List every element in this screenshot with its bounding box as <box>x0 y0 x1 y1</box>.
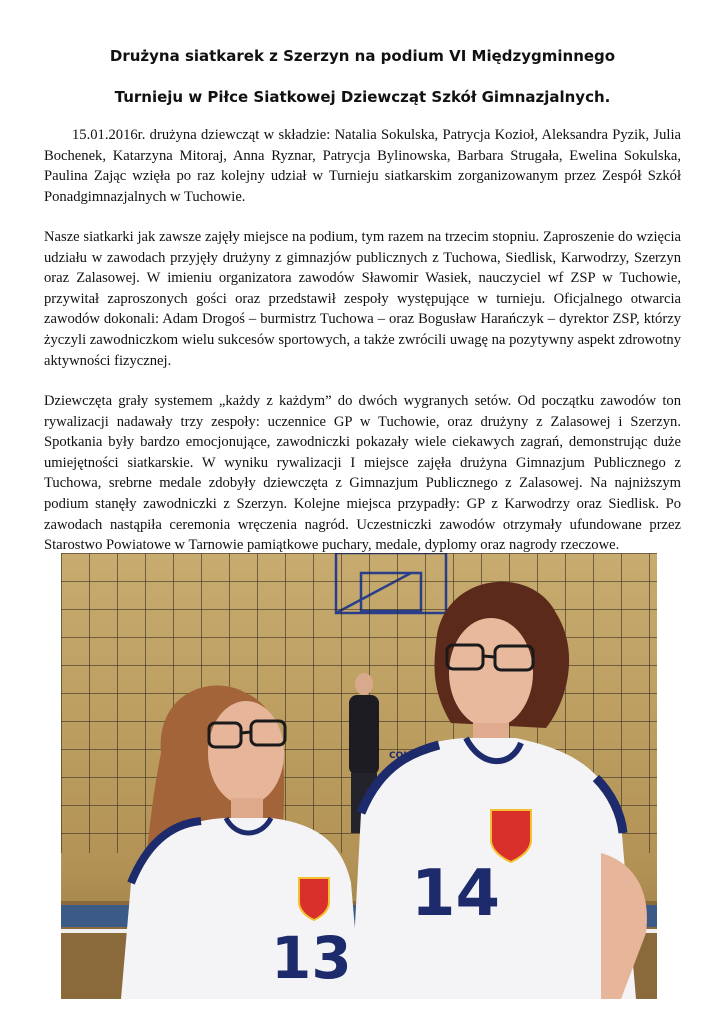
team-photo <box>61 553 657 999</box>
paragraph-2: Nasze siatkarki jak zawsze zajęły miejsce na podium, tym razem na trzecim stopniu. Zaproszenie do wzięcia udziału w zawodach przyjęły drużyny z gimnazjów publicznych z Tuchowa, Siedlisk, Karwodrzy, Szerzyn oraz Zalasowej. W imieniu organizatora zawodów Sławomir Wasiek, nauczyciel wf ZSP w Tuchowie, przywitał zaproszonych gości oraz przedstawił zespoły występujące w turnieju. Oficjalnego otwarcia zawodów dokonali: Adam Drogoś – burmistrz Tuchowa – oraz Bogusław Harańczyk – dyrektor ZSP, którzy życzyli zawodniczkom wielu sukcesów sportowych, a także zwrócili uwagę na pozytywny aspekt zdrowotny aktywności fizycznej. <box>44 229 681 369</box>
jersey-brand: COLO <box>389 751 417 761</box>
title-line-1: Drużyna siatkarek z Szerzyn na podium VI Międzygminnego <box>109 47 616 65</box>
title-line-2: Turnieju w Piłce Siatkowej Dziewcząt Szkół Gimnazjalnych. <box>114 88 611 106</box>
jersey-number-left: 13 <box>271 924 352 992</box>
paragraph-3: Dziewczęta grały systemem „każdy z każdym” do dwóch wygranych setów. Od początku zawodów ton rywalizacji nadawały trzy zespoły: uczennice GP w Tuchowie, oraz drużyny z Zalasowej i Szerzyn. Spotkania były bardzo emocjonujące, zawodniczki pokazały wiele ciekawych zagrań, demonstrując duże umiejętności siatkarskie. W wyniku rywalizacji I miejsce zajęła drużyna Gimnazjum Publicznego z Tuchowa, srebrne medale zdobyły dziewczęta z Gimnazjum Publicznego z Zalasowej. Na najniższym podium stanęły zawodniczki z Szerzyn. Kolejne miejsca przypadły: GP z Karwodrzy oraz Siedlisk. Po zawodach nastąpiła ceremonia wręczenia nagród. Uczestniczki zawodów otrzymały ufundowane przez Starostwo Powiatowe w Tarnowie pamiątkowe puchary, medale, dyplomy oraz nagrody rzeczowe. <box>44 393 681 554</box>
paragraph-1: 15.01.2016r. drużyna dziewcząt w składzie: Natalia Sokulska, Patrycja Kozioł, Aleksandra Pyzik, Julia Bochenek, Katarzyna Mitoraj, Anna Ryznar, Patrycja Bylinowska, Barbara Strugała, Ewelina Sokulska, Paulina Zając wzięła po raz kolejny udział w Turnieju siatkarskim zorganizowanym przez Zespół Szkół Ponadgimnazjalnych w Tuchowie. <box>44 127 681 205</box>
jersey-number-right: 14 <box>411 857 501 931</box>
